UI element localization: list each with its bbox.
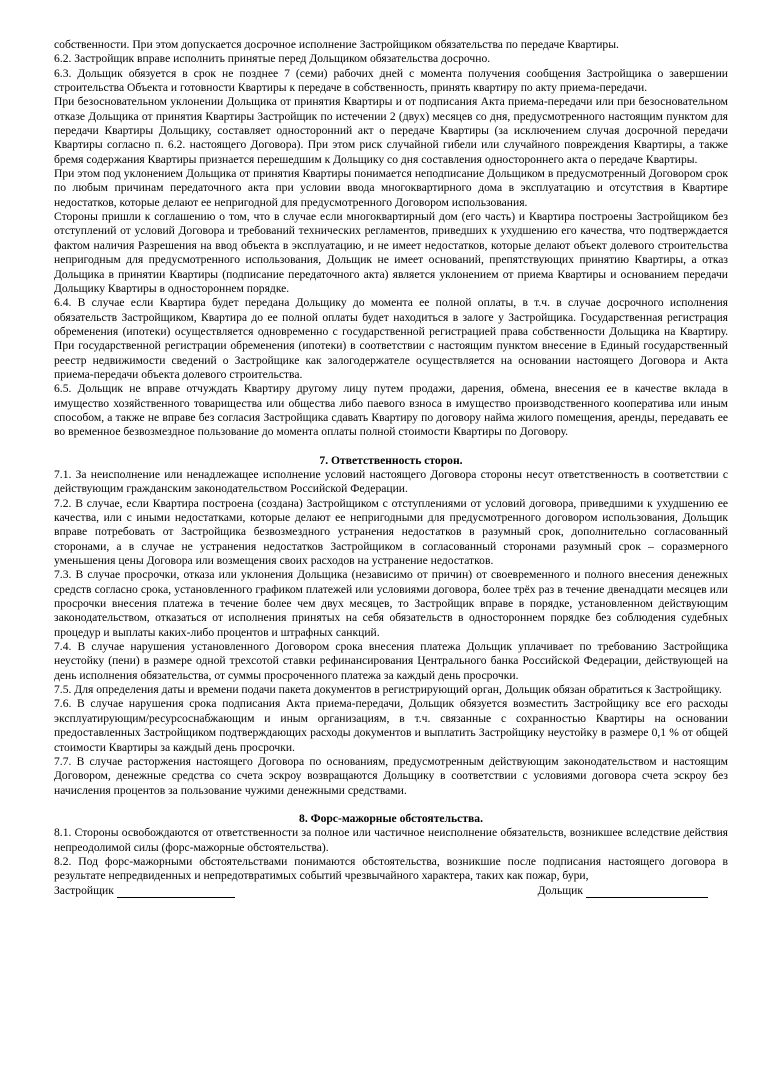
paragraph: 6.3. Дольщик обязуется в срок не позднее 7 (семи) рабочих дней с момента получения сообщения Застройщика о завершении строительства Объекта и готовности Квартиры к передаче в собственность, принять квартиру по акту приема-передачи. <box>54 66 728 95</box>
paragraph: 6.4. В случае если Квартира будет передана Дольщику до момента ее полной оплаты, в т.ч. в случае досрочного исполнения обязательств Застройщиком, Квартира до ее полной оплаты будет находиться в залоге у Застройщика. Государственная регистрация обременения (ипотеки) осуществляется одновременно с государственной регистрацией права собственности Дольщика на Квартиру. При государственной регистрации обременения (ипотеки) в соответствии с настоящим пунктом внесение в Единый государственный реестр недвижимости сведений о Застройщике как залогодержателе осуществляется на основании настоящего Договора и Акта приема-передачи объекта долевого строительства. <box>54 296 728 381</box>
developer-signature-blank <box>117 886 235 898</box>
shareholder-signature <box>538 884 708 898</box>
section-gap <box>54 440 728 454</box>
paragraph: 7.5. Для определения даты и времени подачи пакета документов в регистрирующий орган, Дольщик обязан обратиться к Застройщику. <box>54 683 722 697</box>
paragraph: 6.2. Застройщик вправе исполнить принятые перед Дольщиком обязательства досрочно. <box>54 52 491 66</box>
section-heading: 8. Форс-мажорные обстоятельства. <box>299 811 483 825</box>
shareholder-signature-blank <box>586 886 708 898</box>
document-page <box>54 38 728 1068</box>
paragraph: Стороны пришли к соглашению о том, что в случае если многоквартирный дом (его часть) и Квартира построены Застройщиком без отступлений от условий Договора и требований технических регламентов, приведших к ухудшению его качества, что подтверждается фактом наличия Разрешения на ввод объекта в эксплуатацию, и не имеет недостатков, которые делают объект долевого строительства непригодным для предусмотренного использования, Дольщик не имеет оснований, препятствующих принятию Квартиры, а отказ Дольщика в принятии Квартиры (подписание передаточного акта) является уклонением от приема Квартиры и основанием передачи Дольщику Квартиры в одностороннем порядке. <box>54 210 728 295</box>
paragraph: 7.2. В случае, если Квартира построена (создана) Застройщиком с отступлениями от условий договора, приведшими к ухудшению ее качества, или с иными недостатками, которые делают ее непригодными для предусмотренного договором использования, Дольщик вправе потребовать от Застройщика безвозмездного устранения недостатков в разумный срок, дополнительно согласованный сторонами, а в случае не устранения недостатков Застройщиком в согласованный сторонами разумный срок – соразмерного уменьшения цены Договора или возмещения своих расходов на устранение недостатков. <box>54 496 728 568</box>
paragraph: 7.4. В случае нарушения установленного Договором срока внесения платежа Дольщик уплачивает по требованию Застройщика неустойку (пени) в размере одной трехсотой ставки рефинансирования Центрального банка Российской Федерации, действующей на день исполнения обязательства, от суммы просроченного платежа за каждый день просрочки. <box>54 640 728 682</box>
section-gap <box>54 798 728 812</box>
section-heading: 7. Ответственность сторон. <box>319 453 463 467</box>
paragraph: 7.3. В случае просрочки, отказа или уклонения Дольщика (независимо от причин) от своевременного и полного внесения денежных средств согласно срока, установленного графиком платежей или условиями договора, более трёх раз в течение двенадцати месяцев или просрочки внесения платежа в течение более чем двух месяцев, то Застройщик вправе в порядке, установленном действующим законодательством, отказаться от исполнения принятых на себя обязательств в одностороннем порядке без соблюдения судебных процедур и выплаты каких-либо процентов и штрафных санкций. <box>54 568 728 639</box>
paragraph: собственности. При этом допускается досрочное исполнение Застройщиком обязательства по передаче Квартиры. <box>54 38 619 51</box>
paragraph: 6.5. Дольщик не вправе отчуждать Квартиру другому лицу путем продажи, дарения, обмена, внесения ее в качестве вклада в имущество хозяйственного товарищества или общества либо паевого взноса в имущество производственного кооператива или иным способом, а также не вправе без согласия Застройщика сдавать Квартиру по договору найма жилого помещения, аренды, передавать ее во временное безвозмездное пользование до момента оплаты полной стоимости Квартиры по Договору. <box>54 382 728 439</box>
paragraph: При безосновательном уклонении Дольщика от принятия Квартиры и от подписания Акта приема-передачи или при безосновательном отказе Дольщика от принятия Квартиры Застройщик по истечении 2 (двух) месяцев со дня, предусмотренного настоящим пунктом для передачи Квартиры Дольщику, составляет односторонний акт о передаче Квартиры (за исключением случая досрочной передачи Квартиры согласно п. 6.2. настоящего Договора). При этом риск случайной гибели или случайного повреждения Квартиры, а также бремя содержания Квартиры признается перешедшим к Дольщику со дня составления одностороннего акта о передаче Квартиры. <box>54 95 728 166</box>
developer-label: Застройщик <box>54 883 114 897</box>
developer-signature <box>54 884 235 898</box>
paragraph: При этом под уклонением Дольщика от принятия Квартиры понимается неподписание Дольщиком в предусмотренный Договором срок по любым причинам передаточного акта при условии ввода многоквартирного дома в эксплуатацию и отсутствия в Квартире недостатков, которые делают ее непригодной для предусмотренного Договором использования. <box>54 167 728 209</box>
paragraph: 8.2. Под форс-мажорными обстоятельствами понимаются обстоятельства, возникшие после подписания настоящего договора в результате непредвиденных и непредотвратимых событий чрезвычайного характера, таких как пожар, бури, <box>54 854 728 883</box>
paragraph: 7.6. В случае нарушения срока подписания Акта приема-передачи, Дольщик обязуется возместить Застройщику все его расходы эксплуатирующим/ресурсоснабжающим и иным организациям, в т.ч. связанные с сохранностью Квартиры на основании предоставленных Застройщиком подтверждающих расходы документов и выплатить Застройщику неустойку в размере 0,1 % от общей стоимости Квартиры за каждый день просрочки. <box>54 697 728 754</box>
paragraph: 7.7. В случае расторжения настоящего Договора по основаниям, предусмотренным действующим законодательством и настоящим Договором, денежные средства со счета эскроу возвращаются Дольщику в соответствии с условиями договора счета эскроу без начисления процентов за пользование чужими денежными средствами. <box>54 754 728 797</box>
shareholder-label: Дольщик <box>537 883 583 897</box>
paragraph: 8.1. Стороны освобождаются от ответственности за полное или частичное неисполнение обязательств, возникшее вследствие действия непреодолимой силы (форс-мажорные обстоятельства). <box>54 826 728 854</box>
signature-line <box>54 884 728 898</box>
paragraph: 7.1. За неисполнение или ненадлежащее исполнение условий настоящего Договора стороны несут ответственность в соответствии с действующим гражданским законодательством Российской Федерации. <box>54 467 728 496</box>
